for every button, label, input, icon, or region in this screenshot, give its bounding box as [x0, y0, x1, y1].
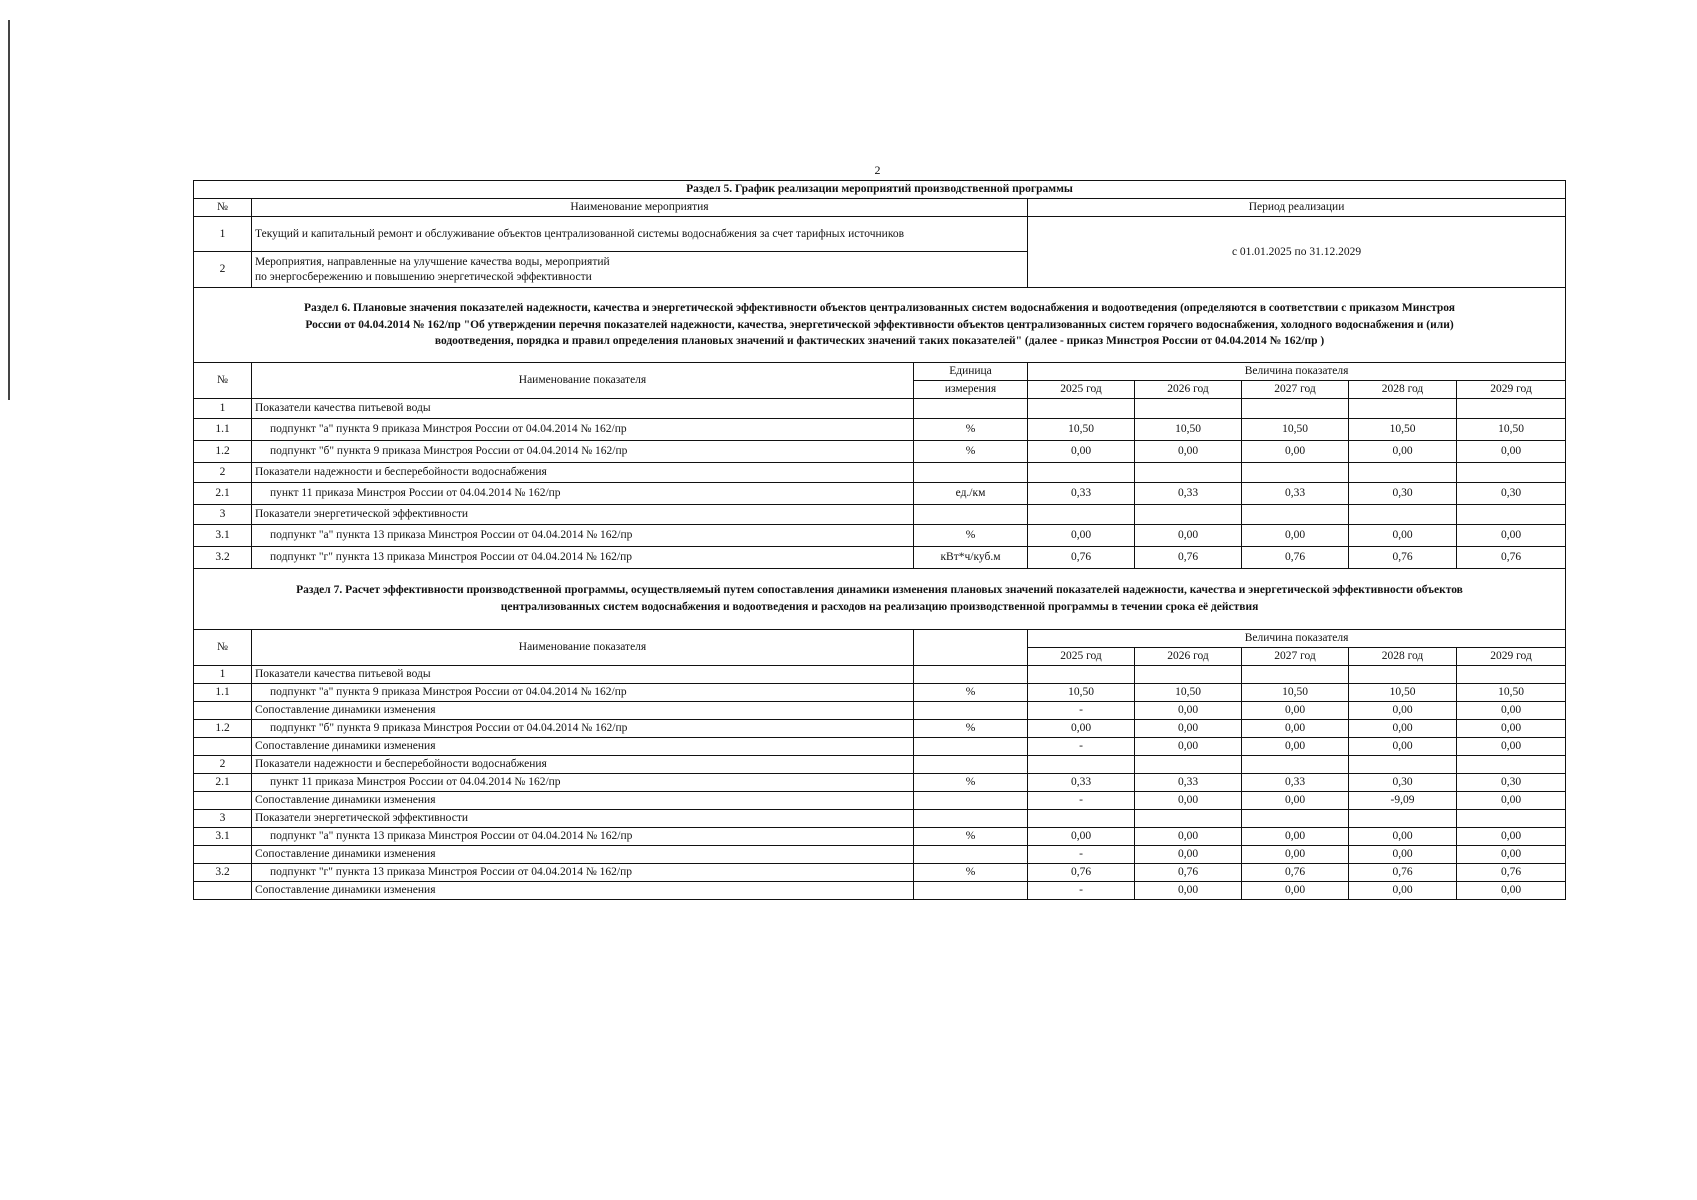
unit-cell: %: [914, 774, 1028, 792]
value-cell: 0,00: [1135, 828, 1242, 846]
value-cell: 10,50: [1457, 419, 1566, 441]
empty-cell: [1242, 666, 1349, 684]
row-number: 3.2: [194, 864, 252, 882]
unit-cell: [914, 702, 1028, 720]
value-cell: 0,00: [1457, 882, 1566, 900]
unit-cell: %: [914, 525, 1028, 547]
unit-cell: [914, 882, 1028, 900]
section5-row-name: Текущий и капитальный ремонт и обслуживание объектов централизованной системы водоснабжения за счет тарифных источников: [252, 217, 1028, 252]
value-cell: 0,76: [1242, 547, 1349, 569]
empty-cell: [1028, 505, 1135, 525]
row-number: 2: [194, 463, 252, 483]
value-cell: 0,76: [1028, 547, 1135, 569]
value-cell: 0,30: [1457, 774, 1566, 792]
value-cell: -9,09: [1349, 792, 1457, 810]
group-name: Показатели надежности и бесперебойности водоснабжения: [252, 463, 914, 483]
row-number: 2: [194, 756, 252, 774]
empty-cell: [1242, 756, 1349, 774]
section6-header-year: 2028 год: [1349, 381, 1457, 399]
empty-cell: [1135, 399, 1242, 419]
value-cell: 0,33: [1028, 774, 1135, 792]
value-cell: 0,00: [1242, 792, 1349, 810]
section7-header-year: 2027 год: [1242, 648, 1349, 666]
unit-cell: %: [914, 864, 1028, 882]
group-name: Показатели качества питьевой воды: [252, 666, 914, 684]
table-group-row: [194, 810, 1566, 828]
empty-cell: [1028, 756, 1135, 774]
value-cell: 0,76: [1349, 547, 1457, 569]
value-cell: 0,76: [1242, 864, 1349, 882]
table-comparison-row: [194, 882, 1566, 900]
empty-cell: [914, 666, 1028, 684]
empty-cell: [1028, 810, 1135, 828]
empty-cell: [914, 810, 1028, 828]
table-row: [194, 684, 1566, 702]
unit-cell: %: [914, 684, 1028, 702]
row-number: 3.1: [194, 525, 252, 547]
value-cell: 0,00: [1242, 720, 1349, 738]
indicator-name: подпункт "а" пункта 9 приказа Минстроя России от 04.04.2014 № 162/пр: [252, 419, 914, 441]
value-cell: 10,50: [1242, 419, 1349, 441]
section7-header-unit: [914, 630, 1028, 666]
empty-cell: [1349, 810, 1457, 828]
indicator-name: подпункт "а" пункта 13 приказа Минстроя России от 04.04.2014 № 162/пр: [252, 525, 914, 547]
value-cell: 0,00: [1135, 441, 1242, 463]
value-cell: 0,33: [1242, 774, 1349, 792]
empty-cell: [1135, 463, 1242, 483]
section7-header-num: №: [194, 630, 252, 666]
table-row: [194, 441, 1566, 463]
section6-header-num: №: [194, 363, 252, 399]
row-number: 3: [194, 810, 252, 828]
value-cell: 0,00: [1457, 828, 1566, 846]
empty-cell: [1457, 666, 1566, 684]
section5-row-name: [252, 252, 1028, 288]
row-number: 1.1: [194, 684, 252, 702]
empty-cell: [914, 463, 1028, 483]
table-row: [194, 419, 1566, 441]
empty-cell: [1349, 756, 1457, 774]
row-number: 1: [194, 399, 252, 419]
value-cell: 0,33: [1242, 483, 1349, 505]
indicator-name: Сопоставление динамики изменения: [252, 702, 914, 720]
table-group-row: [194, 666, 1566, 684]
section6: [194, 288, 1566, 399]
group-name: Показатели качества питьевой воды: [252, 399, 914, 419]
value-cell: 0,00: [1135, 702, 1242, 720]
row-number: [194, 792, 252, 810]
value-cell: 10,50: [1135, 684, 1242, 702]
indicator-name: Сопоставление динамики изменения: [252, 738, 914, 756]
section6-title-line1: Раздел 6. Плановые значения показателей надежности, качества и энергетической эффективности объектов централизованных систем водоснабжения и водоотведения (определяются в соответствии с приказом Минстроя: [304, 301, 1456, 314]
indicator-name: Сопоставление динамики изменения: [252, 882, 914, 900]
row-number: 1.2: [194, 720, 252, 738]
indicator-name: подпункт "г" пункта 13 приказа Минстроя России от 04.04.2014 № 162/пр: [252, 864, 914, 882]
section7-title: [194, 569, 1566, 630]
value-cell: 0,00: [1457, 525, 1566, 547]
empty-cell: [914, 399, 1028, 419]
row-number: 3.1: [194, 828, 252, 846]
empty-cell: [1349, 399, 1457, 419]
section7-header-year: 2028 год: [1349, 648, 1457, 666]
value-cell: 0,76: [1457, 864, 1566, 882]
empty-cell: [1135, 505, 1242, 525]
value-cell: 0,00: [1028, 525, 1135, 547]
table-comparison-row: [194, 846, 1566, 864]
row-number: [194, 702, 252, 720]
section5-row-num: 2: [194, 252, 252, 288]
unit-cell: [914, 738, 1028, 756]
section5-header-num: №: [194, 199, 252, 217]
empty-cell: [1028, 463, 1135, 483]
row-number: 1.2: [194, 441, 252, 463]
value-cell: 0,00: [1457, 441, 1566, 463]
empty-cell: [1242, 505, 1349, 525]
row-number: 3: [194, 505, 252, 525]
value-cell: 10,50: [1349, 684, 1457, 702]
section6-title-line2: России от 04.04.2014 № 162/пр "Об утверждении перечня показателей надежности, качества, энергетической эффективности объектов централизованных систем горячего водоснабжения, холодного водоснабжения и (или): [305, 318, 1454, 331]
value-cell: 0,00: [1242, 738, 1349, 756]
document-table: [193, 180, 1566, 900]
empty-cell: [1028, 399, 1135, 419]
value-cell: 10,50: [1457, 684, 1566, 702]
row-number: [194, 846, 252, 864]
value-cell: 0,76: [1028, 864, 1135, 882]
section7-title-line1: Раздел 7. Расчет эффективности производственной программы, осуществляемый путем сопоставления динамики изменения плановых значений показателей надежности, качества и энергетической эффективности объектов: [296, 584, 1463, 597]
empty-cell: [1457, 810, 1566, 828]
section6-header-unit-line2: измерения: [914, 381, 1028, 399]
empty-cell: [1457, 463, 1566, 483]
value-cell: 0,00: [1242, 882, 1349, 900]
value-cell: 0,33: [1028, 483, 1135, 505]
empty-cell: [914, 505, 1028, 525]
indicator-name: пункт 11 приказа Минстроя России от 04.04.2014 № 162/пр: [252, 483, 914, 505]
empty-cell: [1457, 505, 1566, 525]
value-cell: 0,00: [1242, 846, 1349, 864]
table-row: [194, 720, 1566, 738]
empty-cell: [1349, 505, 1457, 525]
value-cell: 0,33: [1135, 774, 1242, 792]
unit-cell: %: [914, 419, 1028, 441]
value-cell: 0,00: [1028, 441, 1135, 463]
section6-title-line3: водоотведения, порядка и правил определения плановых значений и фактических значений таких показателей" (далее - приказ Минстроя России от 04.04.2014 № 162/пр ): [434, 335, 1325, 348]
value-cell: 0,00: [1457, 738, 1566, 756]
section7-rows: [194, 666, 1566, 900]
section6-header-year: 2027 год: [1242, 381, 1349, 399]
value-cell: 0,76: [1349, 864, 1457, 882]
indicator-name: подпункт "а" пункта 9 приказа Минстроя России от 04.04.2014 № 162/пр: [252, 684, 914, 702]
section5: [194, 181, 1566, 288]
value-cell: -: [1028, 738, 1135, 756]
unit-cell: %: [914, 828, 1028, 846]
value-cell: 0,76: [1457, 547, 1566, 569]
group-name: Показатели энергетической эффективности: [252, 810, 914, 828]
table-group-row: [194, 505, 1566, 525]
row-number: 1.1: [194, 419, 252, 441]
empty-cell: [914, 756, 1028, 774]
indicator-name: Сопоставление динамики изменения: [252, 792, 914, 810]
value-cell: -: [1028, 846, 1135, 864]
value-cell: 0,00: [1135, 738, 1242, 756]
value-cell: -: [1028, 792, 1135, 810]
value-cell: 10,50: [1135, 419, 1242, 441]
value-cell: 0,00: [1457, 792, 1566, 810]
value-cell: 0,76: [1135, 864, 1242, 882]
empty-cell: [1135, 756, 1242, 774]
section5-row-name-line2: по энергосбережению и повышению энергетической эффективности: [255, 270, 592, 283]
section6-header-unit-line1: Единица: [914, 363, 1028, 381]
indicator-name: подпункт "а" пункта 13 приказа Минстроя России от 04.04.2014 № 162/пр: [252, 828, 914, 846]
value-cell: 0,30: [1457, 483, 1566, 505]
table-row: [194, 774, 1566, 792]
value-cell: 0,00: [1135, 720, 1242, 738]
empty-cell: [1135, 810, 1242, 828]
value-cell: 10,50: [1242, 684, 1349, 702]
value-cell: 10,50: [1028, 684, 1135, 702]
section5-period-value: с 01.01.2025 по 31.12.2029: [1028, 217, 1566, 288]
value-cell: 0,30: [1349, 774, 1457, 792]
section7-header-value: Величина показателя: [1028, 630, 1566, 648]
section5-row-name-line1: Мероприятия, направленные на улучшение качества воды, мероприятий: [255, 256, 610, 269]
value-cell: 0,00: [1242, 441, 1349, 463]
section6-header-year: 2025 год: [1028, 381, 1135, 399]
value-cell: 0,00: [1242, 828, 1349, 846]
section7: [194, 569, 1566, 666]
table-group-row: [194, 756, 1566, 774]
unit-cell: ед./км: [914, 483, 1028, 505]
indicator-name: подпункт "б" пункта 9 приказа Минстроя России от 04.04.2014 № 162/пр: [252, 441, 914, 463]
value-cell: -: [1028, 882, 1135, 900]
empty-cell: [1457, 756, 1566, 774]
value-cell: 0,00: [1457, 846, 1566, 864]
document-body: [193, 180, 1565, 900]
value-cell: 0,00: [1242, 525, 1349, 547]
section6-header-value: Величина показателя: [1028, 363, 1566, 381]
value-cell: 0,00: [1135, 792, 1242, 810]
group-name: Показатели энергетической эффективности: [252, 505, 914, 525]
table-group-row: [194, 463, 1566, 483]
value-cell: 10,50: [1349, 419, 1457, 441]
empty-cell: [1349, 463, 1457, 483]
indicator-name: подпункт "г" пункта 13 приказа Минстроя России от 04.04.2014 № 162/пр: [252, 547, 914, 569]
empty-cell: [1457, 399, 1566, 419]
row-number: 1: [194, 666, 252, 684]
empty-cell: [1028, 666, 1135, 684]
section7-title-line2: централизованных систем водоснабжения и водоотведения и расходов на реализацию производственной программы в течении срока её действия: [500, 601, 1259, 613]
section7-header-year: 2029 год: [1457, 648, 1566, 666]
value-cell: 0,00: [1349, 441, 1457, 463]
value-cell: 0,76: [1135, 547, 1242, 569]
value-cell: 0,33: [1135, 483, 1242, 505]
value-cell: 0,00: [1028, 828, 1135, 846]
empty-cell: [1242, 399, 1349, 419]
empty-cell: [1135, 666, 1242, 684]
value-cell: 0,00: [1349, 702, 1457, 720]
section5-header-name: Наименование мероприятия: [252, 199, 1028, 217]
unit-cell: [914, 792, 1028, 810]
section7-header-year: 2025 год: [1028, 648, 1135, 666]
section7-header-year: 2026 год: [1135, 648, 1242, 666]
section6-title: [194, 288, 1566, 363]
value-cell: 0,00: [1349, 882, 1457, 900]
row-number: 2.1: [194, 774, 252, 792]
unit-cell: %: [914, 720, 1028, 738]
row-number: 2.1: [194, 483, 252, 505]
section6-header-year: 2026 год: [1135, 381, 1242, 399]
group-name: Показатели надежности и бесперебойности водоснабжения: [252, 756, 914, 774]
table-comparison-row: [194, 702, 1566, 720]
empty-cell: [1242, 463, 1349, 483]
section5-title: Раздел 5. График реализации мероприятий производственной программы: [194, 181, 1566, 199]
section7-header-name: Наименование показателя: [252, 630, 914, 666]
left-margin-line: [8, 20, 10, 400]
section6-rows: [194, 399, 1566, 569]
value-cell: 0,00: [1242, 702, 1349, 720]
value-cell: 0,00: [1349, 720, 1457, 738]
value-cell: -: [1028, 702, 1135, 720]
page-number: 2: [874, 163, 881, 177]
value-cell: 0,00: [1135, 525, 1242, 547]
row-number: 3.2: [194, 547, 252, 569]
table-group-row: [194, 399, 1566, 419]
value-cell: 0,30: [1349, 483, 1457, 505]
value-cell: 0,00: [1349, 846, 1457, 864]
row-number: [194, 738, 252, 756]
value-cell: 0,00: [1457, 720, 1566, 738]
section6-header-name: Наименование показателя: [252, 363, 914, 399]
unit-cell: кВт*ч/куб.м: [914, 547, 1028, 569]
indicator-name: пункт 11 приказа Минстроя России от 04.04.2014 № 162/пр: [252, 774, 914, 792]
indicator-name: Сопоставление динамики изменения: [252, 846, 914, 864]
value-cell: 0,00: [1349, 525, 1457, 547]
value-cell: 10,50: [1028, 419, 1135, 441]
value-cell: 0,00: [1135, 846, 1242, 864]
empty-cell: [1242, 810, 1349, 828]
value-cell: 0,00: [1349, 738, 1457, 756]
value-cell: 0,00: [1135, 882, 1242, 900]
value-cell: 0,00: [1349, 828, 1457, 846]
table-row: [194, 547, 1566, 569]
section6-header-year: 2029 год: [1457, 381, 1566, 399]
table-row: [194, 483, 1566, 505]
empty-cell: [1349, 666, 1457, 684]
table-comparison-row: [194, 738, 1566, 756]
table-comparison-row: [194, 792, 1566, 810]
table-row: [194, 525, 1566, 547]
table-row: [194, 864, 1566, 882]
section5-header-period: Период реализации: [1028, 199, 1566, 217]
table-row: [194, 828, 1566, 846]
indicator-name: подпункт "б" пункта 9 приказа Минстроя России от 04.04.2014 № 162/пр: [252, 720, 914, 738]
unit-cell: %: [914, 441, 1028, 463]
value-cell: 0,00: [1457, 702, 1566, 720]
row-number: [194, 882, 252, 900]
value-cell: 0,00: [1028, 720, 1135, 738]
section5-row-num: 1: [194, 217, 252, 252]
unit-cell: [914, 846, 1028, 864]
